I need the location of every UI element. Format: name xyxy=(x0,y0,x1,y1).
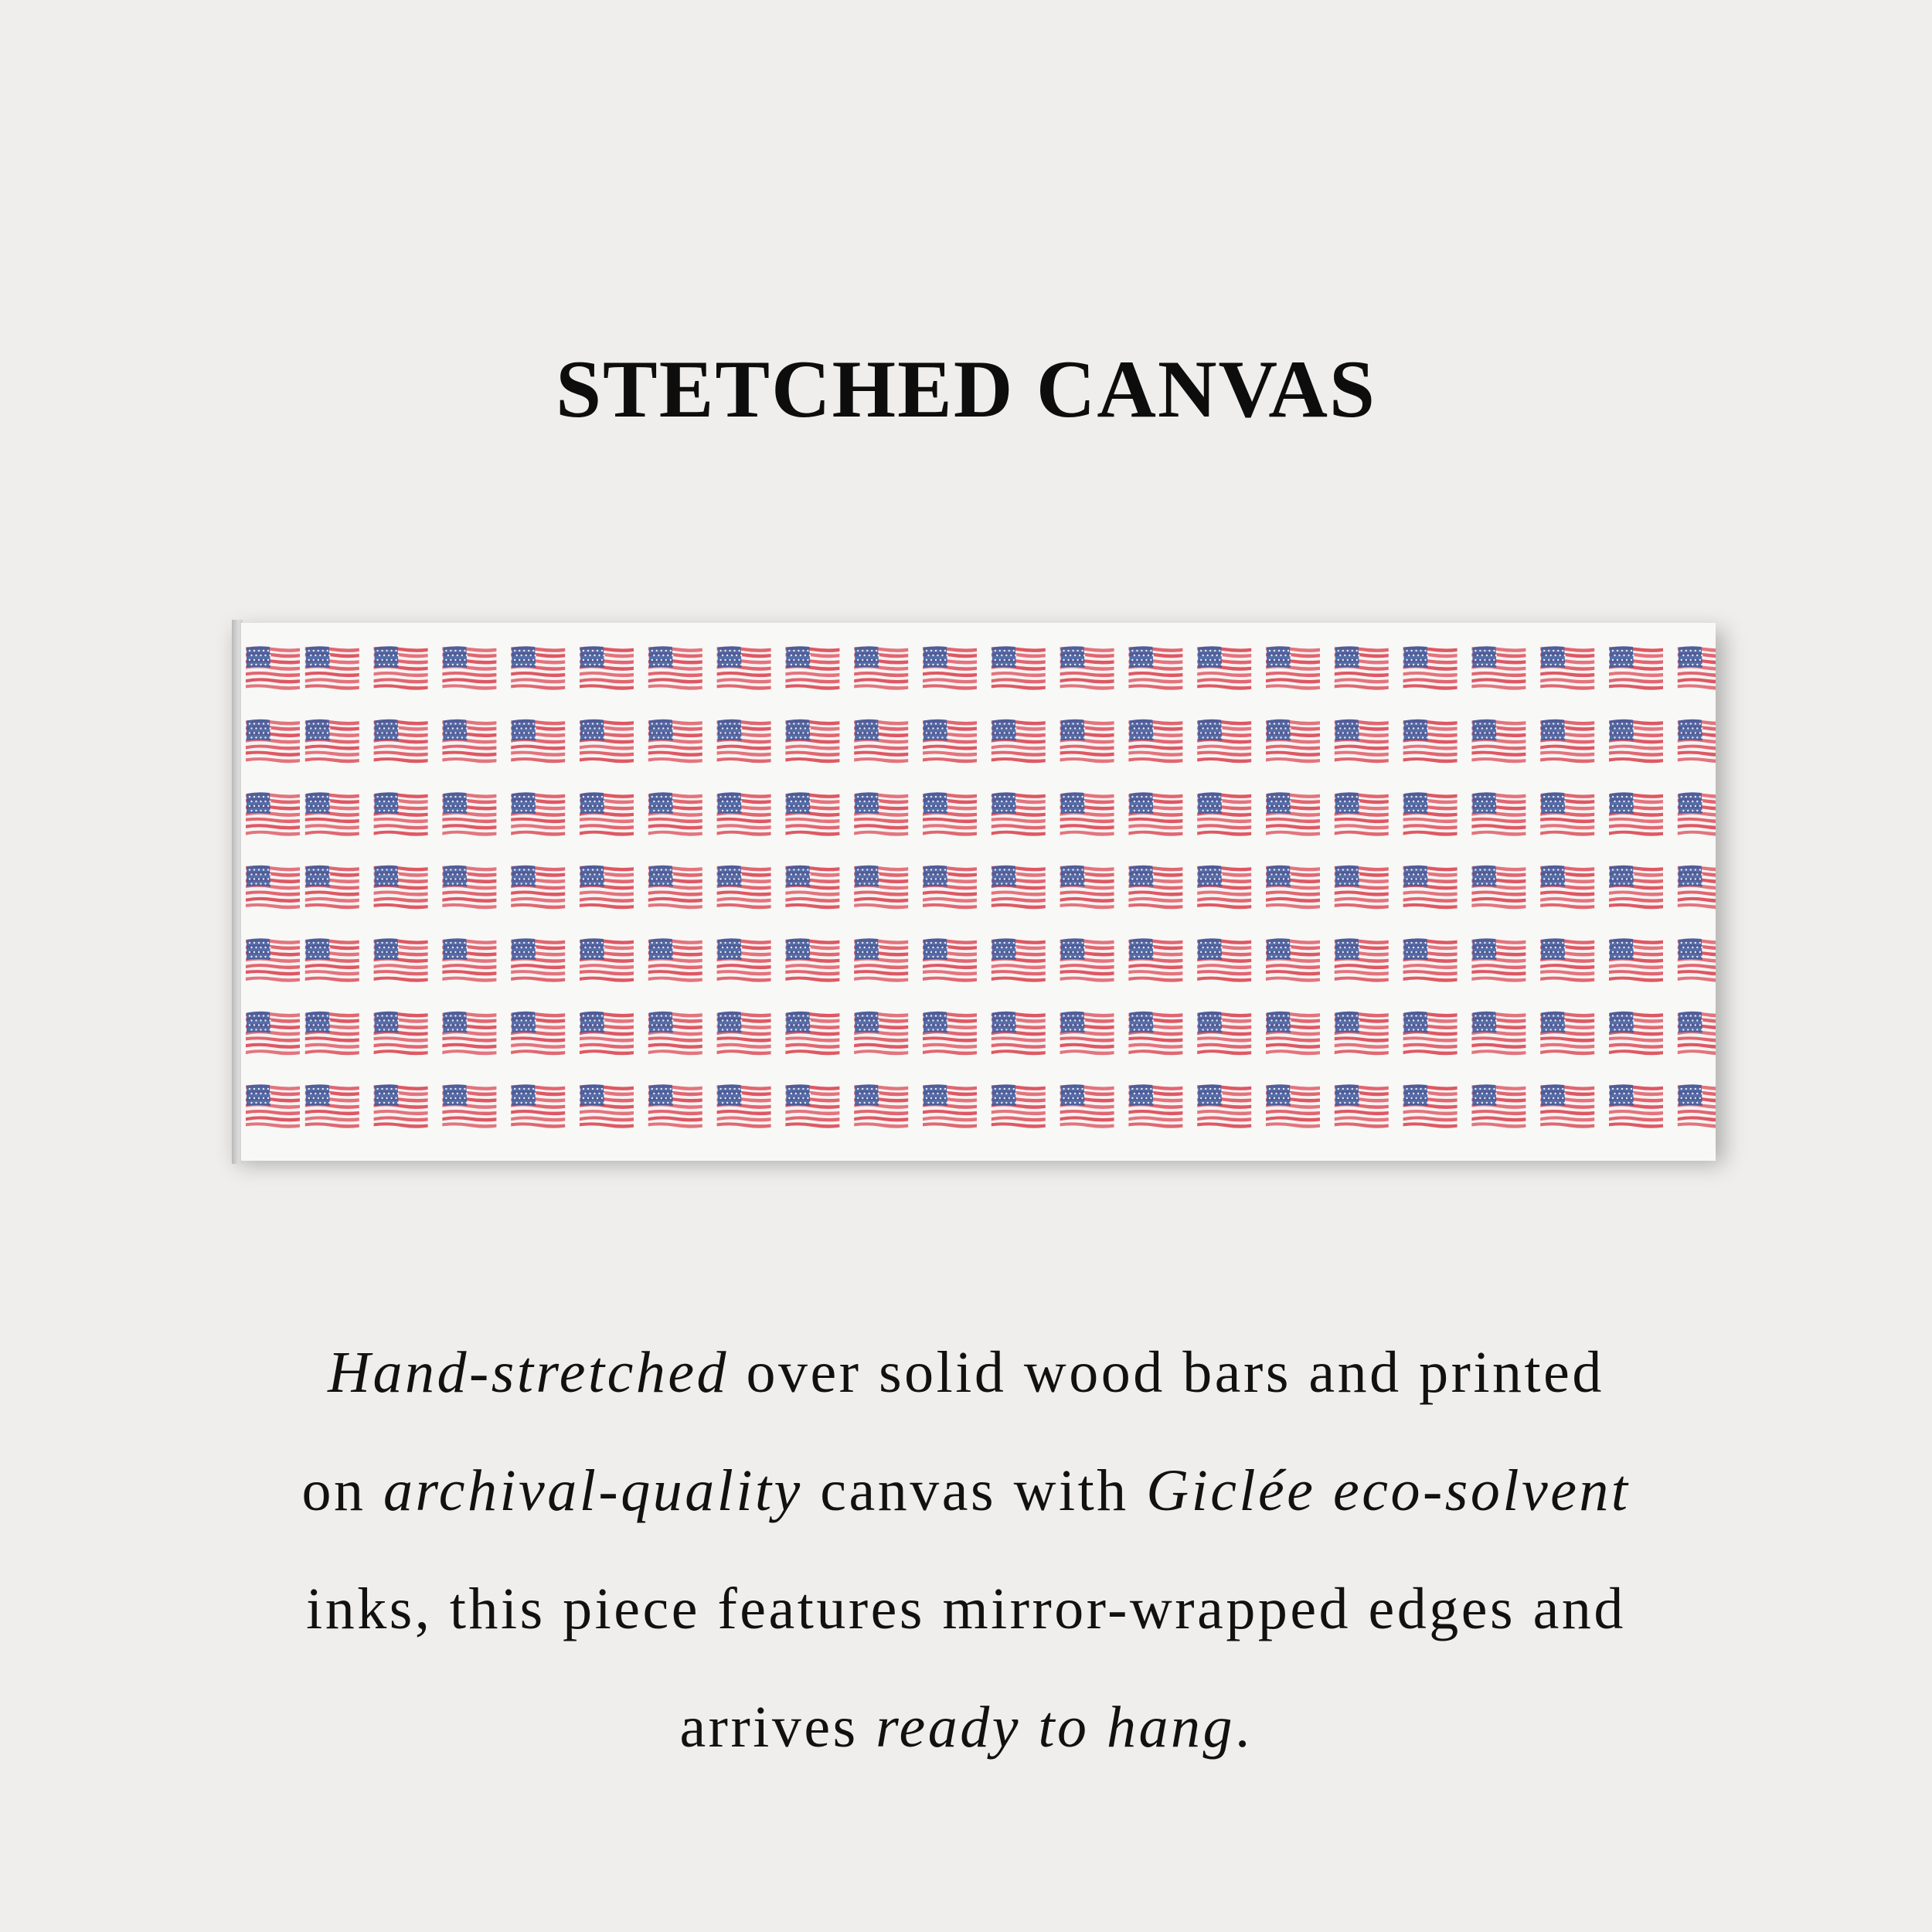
american-flag-icon xyxy=(992,938,1046,982)
american-flag-icon xyxy=(374,719,428,764)
american-flag-icon xyxy=(992,1012,1046,1056)
american-flag-icon xyxy=(1540,719,1594,764)
american-flag-icon xyxy=(1609,792,1663,836)
american-flag-icon xyxy=(305,938,359,982)
page-title: STETCHED CANVAS xyxy=(556,344,1376,434)
american-flag-icon xyxy=(246,719,300,764)
american-flag-icon xyxy=(305,1084,359,1128)
american-flag-icon xyxy=(305,866,359,910)
american-flag-icon xyxy=(923,1084,977,1128)
description-line-1 xyxy=(155,1314,1777,1432)
american-flag-icon xyxy=(580,646,634,690)
american-flag-icon xyxy=(992,792,1046,836)
american-flag-icon xyxy=(1540,792,1594,836)
american-flag-icon xyxy=(1266,792,1320,836)
description-emphasis: archival-quality xyxy=(383,1458,803,1523)
american-flag-icon xyxy=(854,792,908,836)
american-flag-icon xyxy=(923,646,977,690)
american-flag-icon xyxy=(1335,646,1389,690)
american-flag-icon xyxy=(1403,646,1458,690)
american-flag-icon xyxy=(1471,646,1526,690)
american-flag-icon xyxy=(648,1012,702,1056)
american-flag-icon xyxy=(1197,646,1251,690)
american-flag-icon xyxy=(511,646,565,690)
american-flag-icon xyxy=(1335,1084,1389,1128)
american-flag-icon xyxy=(511,866,565,910)
american-flag-icon xyxy=(785,792,839,836)
american-flag-icon xyxy=(374,646,428,690)
american-flag-icon xyxy=(923,792,977,836)
description-text: canvas with xyxy=(802,1458,1147,1523)
american-flag-icon xyxy=(785,1084,839,1128)
american-flag-icon xyxy=(1060,938,1114,982)
american-flag-icon xyxy=(1609,646,1663,690)
american-flag-icon xyxy=(1403,1012,1458,1056)
american-flag-icon xyxy=(648,866,702,910)
american-flag-icon xyxy=(1609,866,1663,910)
description-text: arrives xyxy=(679,1695,876,1760)
american-flag-icon xyxy=(374,1084,428,1128)
american-flag-icon xyxy=(1128,792,1182,836)
american-flag-icon xyxy=(648,646,702,690)
american-flag-icon xyxy=(442,938,496,982)
american-flag-icon xyxy=(854,1012,908,1056)
american-flag-icon xyxy=(1471,792,1526,836)
american-flag-icon xyxy=(580,938,634,982)
american-flag-icon xyxy=(1471,1012,1526,1056)
american-flag-icon xyxy=(1471,866,1526,910)
american-flag-icon xyxy=(1197,938,1251,982)
american-flag-icon xyxy=(1471,1084,1526,1128)
american-flag-icon xyxy=(1335,938,1389,982)
american-flag-icon xyxy=(1266,866,1320,910)
american-flag-icon xyxy=(1197,792,1251,836)
american-flag-icon xyxy=(511,792,565,836)
american-flag-icon xyxy=(1609,719,1663,764)
american-flag-icon xyxy=(305,719,359,764)
american-flag-icon xyxy=(1128,866,1182,910)
american-flag-icon xyxy=(717,1012,771,1056)
american-flag-icon xyxy=(442,719,496,764)
american-flag-icon xyxy=(648,1084,702,1128)
american-flag-icon xyxy=(1128,938,1182,982)
american-flag-icon xyxy=(1540,1084,1594,1128)
description-line-2 xyxy=(155,1432,1777,1550)
american-flag-icon xyxy=(1471,938,1526,982)
american-flag-icon xyxy=(992,1084,1046,1128)
american-flag-icon xyxy=(1335,1012,1389,1056)
american-flag-icon xyxy=(1678,792,1716,836)
american-flag-icon xyxy=(1540,646,1594,690)
american-flag-icon xyxy=(442,792,496,836)
american-flag-icon xyxy=(246,1084,300,1128)
american-flag-icon xyxy=(1197,1012,1251,1056)
american-flag-icon xyxy=(992,646,1046,690)
american-flag-icon xyxy=(580,866,634,910)
american-flag-icon xyxy=(1609,1084,1663,1128)
american-flag-icon xyxy=(1335,719,1389,764)
description-emphasis: ready to hang xyxy=(876,1695,1236,1760)
american-flag-icon xyxy=(442,1084,496,1128)
american-flag-icon xyxy=(1403,1084,1458,1128)
american-flag-icon xyxy=(580,719,634,764)
canvas-product-mockup xyxy=(232,620,1717,1164)
description-text: over solid wood bars and printed xyxy=(729,1340,1604,1405)
description-line-3: inks, this piece features mirror-wrapped edges and xyxy=(306,1577,1626,1641)
canvas-artwork xyxy=(241,623,1716,1161)
american-flag-icon xyxy=(511,938,565,982)
american-flag-icon xyxy=(246,938,300,982)
american-flag-icon xyxy=(511,719,565,764)
product-description xyxy=(155,1314,1777,1787)
american-flag-icon xyxy=(785,1012,839,1056)
american-flag-icon xyxy=(1403,866,1458,910)
american-flag-icon xyxy=(511,1084,565,1128)
american-flag-icon xyxy=(1609,938,1663,982)
american-flag-icon xyxy=(442,646,496,690)
american-flag-icon xyxy=(854,1084,908,1128)
american-flag-icon xyxy=(1678,1012,1716,1056)
american-flag-icon xyxy=(1266,1012,1320,1056)
american-flag-icon xyxy=(246,646,300,690)
american-flag-icon xyxy=(1197,1084,1251,1128)
american-flag-icon xyxy=(246,1012,300,1056)
description-text: . xyxy=(1235,1695,1253,1760)
american-flag-icon xyxy=(1060,646,1114,690)
american-flag-icon xyxy=(717,792,771,836)
american-flag-icon xyxy=(1540,1012,1594,1056)
american-flag-icon xyxy=(923,1012,977,1056)
description-emphasis: Giclée eco-solvent xyxy=(1146,1458,1631,1523)
american-flag-icon xyxy=(1678,646,1716,690)
american-flag-icon xyxy=(511,1012,565,1056)
american-flag-icon xyxy=(785,938,839,982)
american-flag-icon xyxy=(246,792,300,836)
american-flag-icon xyxy=(785,866,839,910)
american-flag-icon xyxy=(1403,938,1458,982)
american-flag-icon xyxy=(1678,719,1716,764)
american-flag-icon xyxy=(305,646,359,690)
american-flag-icon xyxy=(374,1012,428,1056)
american-flag-icon xyxy=(1197,866,1251,910)
american-flag-icon xyxy=(854,646,908,690)
american-flag-icon xyxy=(1060,1012,1114,1056)
american-flag-icon xyxy=(992,866,1046,910)
american-flag-icon xyxy=(1403,792,1458,836)
american-flag-icon xyxy=(580,1012,634,1056)
american-flag-icon xyxy=(1060,719,1114,764)
american-flag-icon xyxy=(717,866,771,910)
american-flag-icon xyxy=(1266,1084,1320,1128)
american-flag-icon xyxy=(1060,866,1114,910)
american-flag-icon xyxy=(923,719,977,764)
american-flag-icon xyxy=(1403,719,1458,764)
american-flag-icon xyxy=(1678,866,1716,910)
american-flag-icon xyxy=(580,792,634,836)
american-flag-icon xyxy=(923,866,977,910)
american-flag-icon xyxy=(1678,1084,1716,1128)
description-text: on xyxy=(301,1458,383,1523)
american-flag-icon xyxy=(992,719,1046,764)
american-flag-icon xyxy=(785,646,839,690)
american-flag-icon xyxy=(854,866,908,910)
american-flag-icon xyxy=(648,792,702,836)
american-flag-icon xyxy=(1128,1084,1182,1128)
american-flag-icon xyxy=(374,792,428,836)
american-flag-icon xyxy=(717,719,771,764)
american-flag-icon xyxy=(374,938,428,982)
american-flag-icon xyxy=(580,1084,634,1128)
description-emphasis: Hand-stretched xyxy=(328,1340,730,1405)
american-flag-icon xyxy=(305,792,359,836)
flag-pattern xyxy=(241,623,1716,1161)
american-flag-icon xyxy=(1266,646,1320,690)
american-flag-icon xyxy=(854,719,908,764)
american-flag-icon xyxy=(442,1012,496,1056)
american-flag-icon xyxy=(1266,719,1320,764)
american-flag-icon xyxy=(1678,938,1716,982)
american-flag-icon xyxy=(717,1084,771,1128)
american-flag-icon xyxy=(246,866,300,910)
american-flag-icon xyxy=(785,719,839,764)
american-flag-icon xyxy=(374,866,428,910)
american-flag-icon xyxy=(1060,792,1114,836)
american-flag-icon xyxy=(1335,866,1389,910)
american-flag-icon xyxy=(854,938,908,982)
american-flag-icon xyxy=(717,646,771,690)
american-flag-icon xyxy=(1335,792,1389,836)
american-flag-icon xyxy=(1128,719,1182,764)
american-flag-icon xyxy=(923,938,977,982)
american-flag-icon xyxy=(1471,719,1526,764)
american-flag-icon xyxy=(1609,1012,1663,1056)
american-flag-icon xyxy=(1540,866,1594,910)
american-flag-icon xyxy=(1128,1012,1182,1056)
american-flag-icon xyxy=(1060,1084,1114,1128)
american-flag-icon xyxy=(1540,938,1594,982)
american-flag-icon xyxy=(648,719,702,764)
american-flag-icon xyxy=(1197,719,1251,764)
american-flag-icon xyxy=(305,1012,359,1056)
description-line-4 xyxy=(155,1668,1777,1787)
american-flag-icon xyxy=(648,938,702,982)
american-flag-icon xyxy=(442,866,496,910)
american-flag-icon xyxy=(1128,646,1182,690)
american-flag-icon xyxy=(1266,938,1320,982)
american-flag-icon xyxy=(717,938,771,982)
